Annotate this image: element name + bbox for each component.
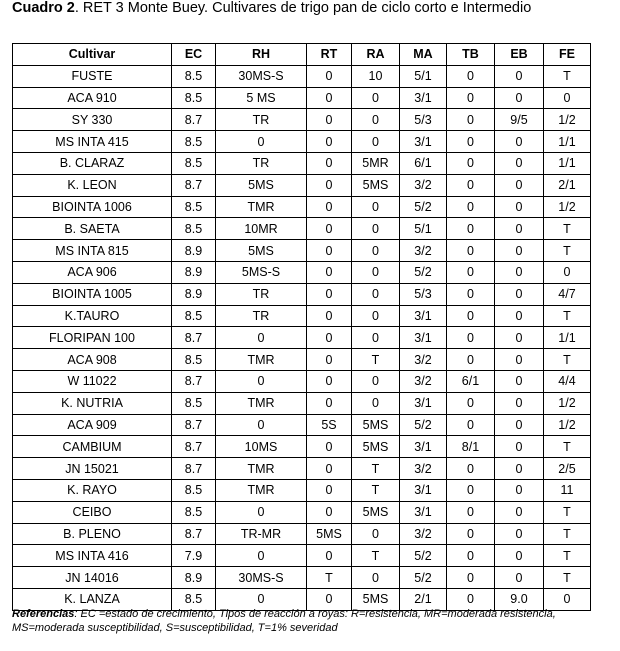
table-row (13, 349, 591, 371)
table-row (13, 545, 591, 567)
cell-cultivar: ACA 906 (13, 261, 172, 283)
table-header-row (13, 44, 591, 66)
table-row (13, 87, 591, 109)
cell-ma: 5/1 (400, 218, 447, 240)
cell-cultivar: ACA 908 (13, 349, 172, 371)
table-row (13, 392, 591, 414)
cell-ra: 0 (352, 240, 400, 262)
cell-fe: 0 (544, 87, 591, 109)
table-row (13, 501, 591, 523)
cell-eb: 0 (495, 523, 544, 545)
cell-rt: 0 (307, 218, 352, 240)
cell-ra: 0 (352, 327, 400, 349)
cell-eb: 9/5 (495, 109, 544, 131)
cell-ec: 8.7 (172, 458, 216, 480)
cell-eb: 0 (495, 196, 544, 218)
cell-ec: 8.5 (172, 218, 216, 240)
cell-rt: 0 (307, 261, 352, 283)
cell-ec: 8.9 (172, 567, 216, 589)
cell-fe: T (544, 545, 591, 567)
cell-fe: 0 (544, 261, 591, 283)
cell-rt: 0 (307, 501, 352, 523)
cell-tb: 0 (447, 152, 495, 174)
cell-cultivar: W 11022 (13, 370, 172, 392)
cell-cultivar: K. NUTRIA (13, 392, 172, 414)
cell-ec: 8.5 (172, 479, 216, 501)
cell-eb: 0 (495, 65, 544, 87)
cell-eb: 0 (495, 152, 544, 174)
cell-rh: 0 (216, 545, 307, 567)
cell-cultivar: K. LEON (13, 174, 172, 196)
cell-fe: 0 (544, 588, 591, 610)
cell-ra: 5MS (352, 436, 400, 458)
cell-tb: 0 (447, 109, 495, 131)
cell-ec: 8.5 (172, 305, 216, 327)
cell-ma: 5/3 (400, 283, 447, 305)
table-row (13, 240, 591, 262)
cell-ma: 3/2 (400, 240, 447, 262)
cell-ra: T (352, 458, 400, 480)
cell-eb: 0 (495, 349, 544, 371)
cell-rt: 0 (307, 240, 352, 262)
cell-fe: T (544, 567, 591, 589)
cell-ma: 5/2 (400, 196, 447, 218)
cell-ra: 0 (352, 218, 400, 240)
cell-rt: 0 (307, 196, 352, 218)
cell-ma: 3/1 (400, 305, 447, 327)
cell-eb: 0 (495, 436, 544, 458)
cell-cultivar: SY 330 (13, 109, 172, 131)
header-rt: RT (307, 44, 352, 66)
cell-ra: 5MR (352, 152, 400, 174)
cell-fe: 1/2 (544, 196, 591, 218)
cell-fe: 4/4 (544, 370, 591, 392)
cell-fe: 1/1 (544, 152, 591, 174)
cell-eb: 0 (495, 414, 544, 436)
cell-ma: 2/1 (400, 588, 447, 610)
cell-ec: 8.7 (172, 109, 216, 131)
cell-tb: 0 (447, 196, 495, 218)
cell-ec: 8.5 (172, 501, 216, 523)
cell-ra: 5MS (352, 501, 400, 523)
cell-ec: 8.7 (172, 327, 216, 349)
cell-ec: 8.5 (172, 196, 216, 218)
table-row (13, 131, 591, 153)
cell-eb: 0 (495, 458, 544, 480)
cell-ra: T (352, 349, 400, 371)
cell-ra: 0 (352, 392, 400, 414)
cell-rh: 0 (216, 501, 307, 523)
cell-cultivar: BIOINTA 1006 (13, 196, 172, 218)
cell-ma: 3/1 (400, 479, 447, 501)
cell-ma: 3/1 (400, 131, 447, 153)
cell-eb: 0 (495, 174, 544, 196)
cell-ra: 0 (352, 87, 400, 109)
cell-ec: 8.5 (172, 131, 216, 153)
cell-rt: 0 (307, 370, 352, 392)
cell-tb: 0 (447, 588, 495, 610)
header-cultivar: Cultivar (13, 44, 172, 66)
table-row (13, 261, 591, 283)
cell-cultivar: FUSTE (13, 65, 172, 87)
cell-ec: 8.5 (172, 588, 216, 610)
cell-rh: 0 (216, 588, 307, 610)
cell-eb: 0 (495, 501, 544, 523)
cell-ra: 0 (352, 109, 400, 131)
cell-ec: 8.7 (172, 370, 216, 392)
cell-fe: 1/2 (544, 414, 591, 436)
cell-tb: 6/1 (447, 370, 495, 392)
cell-ra: 0 (352, 196, 400, 218)
cell-tb: 0 (447, 327, 495, 349)
cell-cultivar: K. LANZA (13, 588, 172, 610)
cell-ra: 5MS (352, 414, 400, 436)
table-row (13, 174, 591, 196)
cell-ec: 8.7 (172, 436, 216, 458)
cell-fe: 1/2 (544, 392, 591, 414)
cell-tb: 0 (447, 174, 495, 196)
cell-ec: 7.9 (172, 545, 216, 567)
cell-ec: 8.9 (172, 261, 216, 283)
cell-rt: 0 (307, 545, 352, 567)
caption-text: . RET 3 Monte Buey. Cultivares de trigo pan de ciclo corto e Intermedio (74, 0, 532, 16)
cell-rh: 5 MS (216, 87, 307, 109)
cell-ma: 6/1 (400, 152, 447, 174)
cell-rh: 5MS (216, 174, 307, 196)
cell-rt: 0 (307, 392, 352, 414)
cell-fe: 2/1 (544, 174, 591, 196)
cell-cultivar: K.TAURO (13, 305, 172, 327)
cell-ma: 5/3 (400, 109, 447, 131)
cell-rt: 0 (307, 479, 352, 501)
cell-rh: 30MS-S (216, 567, 307, 589)
cell-rh: TMR (216, 196, 307, 218)
cell-rh: 0 (216, 131, 307, 153)
cell-cultivar: JN 15021 (13, 458, 172, 480)
cell-rh: TMR (216, 349, 307, 371)
cell-eb: 0 (495, 305, 544, 327)
cell-ma: 3/1 (400, 87, 447, 109)
table-row (13, 370, 591, 392)
cell-cultivar: ACA 909 (13, 414, 172, 436)
cell-rt: T (307, 567, 352, 589)
cell-eb: 0 (495, 370, 544, 392)
cell-rt: 0 (307, 458, 352, 480)
table-row (13, 414, 591, 436)
cell-rh: 30MS-S (216, 65, 307, 87)
header-ma: MA (400, 44, 447, 66)
cell-cultivar: MS INTA 416 (13, 545, 172, 567)
cell-rh: 5MS-S (216, 261, 307, 283)
cell-ec: 8.5 (172, 349, 216, 371)
cell-ma: 5/2 (400, 545, 447, 567)
cell-rh: TMR (216, 392, 307, 414)
cell-ma: 3/1 (400, 327, 447, 349)
cell-ec: 8.7 (172, 414, 216, 436)
cell-tb: 0 (447, 218, 495, 240)
cell-ec: 8.9 (172, 240, 216, 262)
cell-rh: 0 (216, 414, 307, 436)
cell-eb: 0 (495, 545, 544, 567)
cell-rt: 0 (307, 305, 352, 327)
cell-fe: T (544, 218, 591, 240)
cell-ra: T (352, 545, 400, 567)
cell-eb: 9.0 (495, 588, 544, 610)
references-note (12, 607, 612, 635)
cell-ma: 5/1 (400, 65, 447, 87)
table-row (13, 109, 591, 131)
cell-fe: T (544, 240, 591, 262)
cell-cultivar: BIOINTA 1005 (13, 283, 172, 305)
cell-ec: 8.5 (172, 392, 216, 414)
cell-rt: 0 (307, 283, 352, 305)
cell-rt: 0 (307, 109, 352, 131)
header-fe: FE (544, 44, 591, 66)
cell-fe: T (544, 523, 591, 545)
cell-tb: 0 (447, 501, 495, 523)
table-row (13, 152, 591, 174)
cell-ra: 0 (352, 131, 400, 153)
cell-eb: 0 (495, 261, 544, 283)
cell-eb: 0 (495, 87, 544, 109)
header-ra: RA (352, 44, 400, 66)
cell-rt: 5MS (307, 523, 352, 545)
cell-tb: 0 (447, 392, 495, 414)
cell-tb: 0 (447, 283, 495, 305)
table-row (13, 458, 591, 480)
cell-rh: 10MS (216, 436, 307, 458)
cell-ra: 0 (352, 283, 400, 305)
table-row (13, 196, 591, 218)
cell-ma: 5/2 (400, 414, 447, 436)
cell-tb: 0 (447, 479, 495, 501)
caption-label: Cuadro 2 (12, 0, 75, 16)
table-row (13, 218, 591, 240)
cell-fe: 1/1 (544, 327, 591, 349)
cell-ma: 3/2 (400, 349, 447, 371)
cell-ma: 3/2 (400, 523, 447, 545)
table-row (13, 523, 591, 545)
cell-cultivar: MS INTA 415 (13, 131, 172, 153)
cell-rh: TR (216, 283, 307, 305)
cell-rt: 0 (307, 131, 352, 153)
cell-fe: 1/2 (544, 109, 591, 131)
cell-tb: 0 (447, 305, 495, 327)
cell-ec: 8.7 (172, 523, 216, 545)
cell-eb: 0 (495, 392, 544, 414)
cell-cultivar: JN 14016 (13, 567, 172, 589)
cell-tb: 8/1 (447, 436, 495, 458)
table-row (13, 327, 591, 349)
cell-ra: 0 (352, 305, 400, 327)
cell-eb: 0 (495, 479, 544, 501)
header-tb: TB (447, 44, 495, 66)
cell-tb: 0 (447, 545, 495, 567)
cell-rh: 5MS (216, 240, 307, 262)
cell-rh: TR (216, 152, 307, 174)
cell-rt: 0 (307, 65, 352, 87)
cell-fe: T (544, 436, 591, 458)
cell-rh: TR (216, 305, 307, 327)
table-caption (12, 0, 608, 17)
cell-cultivar: B. SAETA (13, 218, 172, 240)
cell-ma: 3/1 (400, 501, 447, 523)
cell-rt: 5S (307, 414, 352, 436)
cell-ma: 3/1 (400, 392, 447, 414)
cell-cultivar: FLORIPAN 100 (13, 327, 172, 349)
cell-tb: 0 (447, 349, 495, 371)
references-label: Referencias (12, 608, 75, 620)
cell-rh: TMR (216, 458, 307, 480)
cell-tb: 0 (447, 414, 495, 436)
cell-rt: 0 (307, 436, 352, 458)
cell-rh: TMR (216, 479, 307, 501)
cell-rt: 0 (307, 152, 352, 174)
cell-fe: 11 (544, 479, 591, 501)
cell-rh: 0 (216, 327, 307, 349)
cell-eb: 0 (495, 283, 544, 305)
cell-cultivar: CAMBIUM (13, 436, 172, 458)
table-body (13, 65, 591, 610)
cell-cultivar: B. PLENO (13, 523, 172, 545)
table-row (13, 479, 591, 501)
cell-ra: T (352, 479, 400, 501)
cell-ra: 5MS (352, 174, 400, 196)
cell-cultivar: B. CLARAZ (13, 152, 172, 174)
cell-rt: 0 (307, 87, 352, 109)
cell-ra: 0 (352, 261, 400, 283)
cell-fe: T (544, 501, 591, 523)
cell-ma: 3/2 (400, 370, 447, 392)
cell-eb: 0 (495, 240, 544, 262)
cell-fe: 2/5 (544, 458, 591, 480)
cell-eb: 0 (495, 131, 544, 153)
cell-eb: 0 (495, 567, 544, 589)
cell-ec: 8.5 (172, 152, 216, 174)
table-row (13, 283, 591, 305)
cell-tb: 0 (447, 458, 495, 480)
cell-ec: 8.5 (172, 65, 216, 87)
cell-cultivar: MS INTA 815 (13, 240, 172, 262)
cell-ra: 0 (352, 567, 400, 589)
cell-tb: 0 (447, 523, 495, 545)
cell-fe: 4/7 (544, 283, 591, 305)
cell-cultivar: K. RAYO (13, 479, 172, 501)
cell-ma: 5/2 (400, 567, 447, 589)
cell-tb: 0 (447, 65, 495, 87)
cell-tb: 0 (447, 87, 495, 109)
cell-ra: 0 (352, 370, 400, 392)
cell-ma: 3/2 (400, 174, 447, 196)
cell-ec: 8.5 (172, 87, 216, 109)
cell-eb: 0 (495, 218, 544, 240)
cell-rh: 0 (216, 370, 307, 392)
cell-ra: 10 (352, 65, 400, 87)
cell-rh: TR (216, 109, 307, 131)
cell-tb: 0 (447, 240, 495, 262)
cell-tb: 0 (447, 261, 495, 283)
cell-ra: 0 (352, 523, 400, 545)
table-row (13, 436, 591, 458)
cell-rt: 0 (307, 588, 352, 610)
cell-ra: 5MS (352, 588, 400, 610)
cell-ma: 3/1 (400, 436, 447, 458)
cell-eb: 0 (495, 327, 544, 349)
cell-rt: 0 (307, 174, 352, 196)
cell-ec: 8.7 (172, 174, 216, 196)
cell-tb: 0 (447, 567, 495, 589)
cell-ec: 8.9 (172, 283, 216, 305)
cell-rh: 10MR (216, 218, 307, 240)
cell-cultivar: ACA 910 (13, 87, 172, 109)
cell-rt: 0 (307, 327, 352, 349)
cell-fe: 1/1 (544, 131, 591, 153)
cell-ma: 5/2 (400, 261, 447, 283)
cell-rt: 0 (307, 349, 352, 371)
table-row (13, 567, 591, 589)
table-row (13, 305, 591, 327)
cell-rh: TR-MR (216, 523, 307, 545)
header-eb: EB (495, 44, 544, 66)
table-row (13, 65, 591, 87)
references-text: : EC =estado de crecimiento, Tipos de reacción a royas: R=resistencia, MR=moderada resistencia, MS=moderada susceptibilidad, S=susceptibilidad, T=1% severidad (12, 608, 556, 634)
cell-fe: T (544, 65, 591, 87)
header-ec: EC (172, 44, 216, 66)
cell-fe: T (544, 349, 591, 371)
cell-ma: 3/2 (400, 458, 447, 480)
cell-fe: T (544, 305, 591, 327)
cell-tb: 0 (447, 131, 495, 153)
header-rh: RH (216, 44, 307, 66)
cultivar-table (12, 43, 591, 611)
cell-cultivar: CEIBO (13, 501, 172, 523)
